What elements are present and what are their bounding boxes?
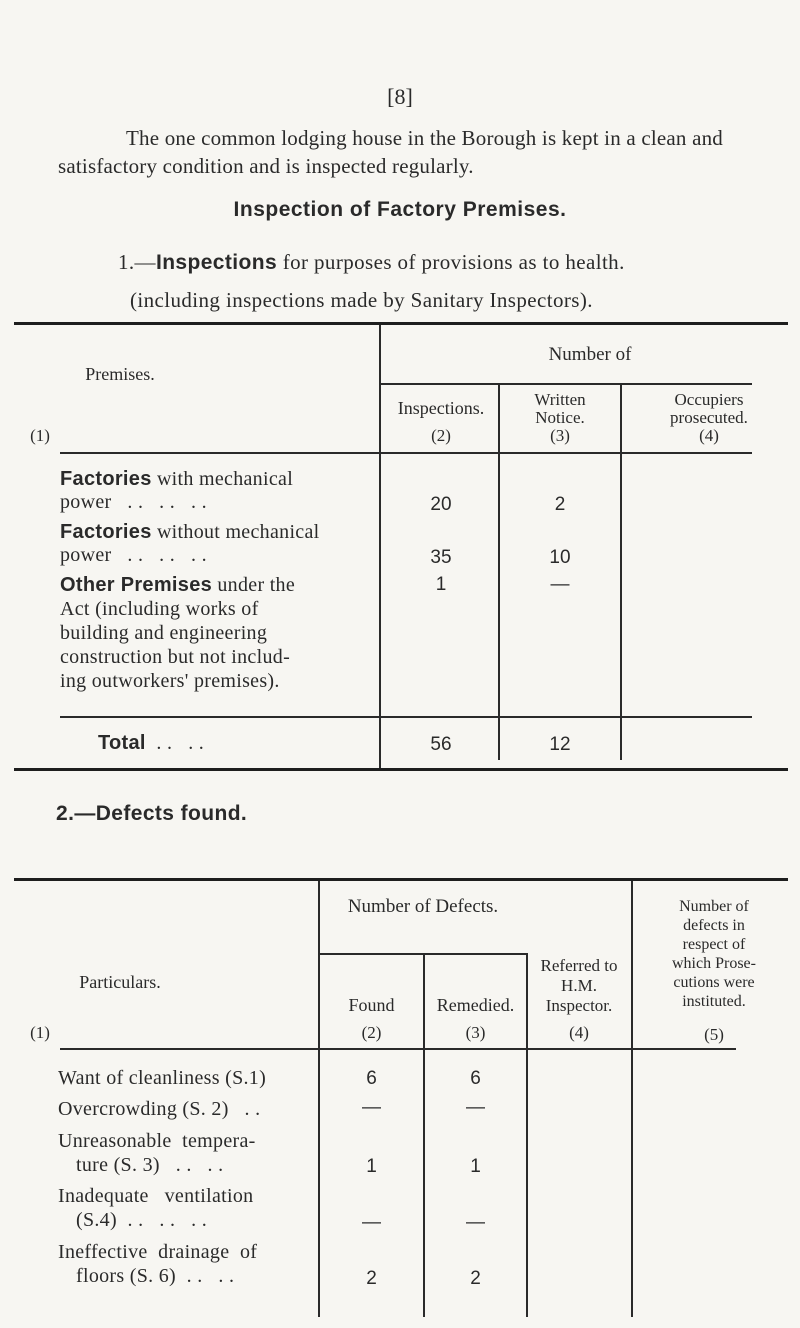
table2-caption: 2.—Defects found. [56, 802, 248, 825]
table2-cell: — [466, 1212, 485, 1233]
table2-row-label: Unreasonable tempera- [58, 1130, 256, 1152]
table2-cell: 1 [366, 1156, 377, 1177]
section-heading: Inspection of Factory Premises. [233, 198, 567, 221]
table1-total-label: Total . . . . [98, 732, 205, 754]
table2-divider [60, 1048, 736, 1050]
table1-divider [380, 383, 752, 385]
table1-row-label: Factories with mechanical [60, 468, 294, 490]
table1-caption-line2: (including inspections made by Sanitary Inspectors). [130, 288, 593, 312]
table1-total-inspections: 56 [430, 734, 452, 755]
table1-col-written: Written [534, 390, 586, 409]
table1-caption [118, 250, 625, 275]
table1-caption-rest: for purposes of provisions as to health. [277, 250, 625, 274]
table1-divider [620, 383, 622, 760]
table1-row-label: ing outworkers' premises). [60, 670, 280, 692]
table1-col-notice: Notice. [535, 408, 585, 427]
table2-row-label: Inadequate ventilation [58, 1185, 254, 1207]
table1-top-rule [14, 322, 788, 325]
table2-cell: 2 [470, 1268, 481, 1289]
table1-cell: 1 [435, 574, 447, 595]
table2-col-inspector: Inspector. [545, 996, 613, 1015]
table2-top-rule [14, 878, 788, 881]
table1-col-index: (4) [699, 426, 719, 445]
table2-row-label: Want of cleanliness (S.1) [58, 1067, 267, 1089]
table2-cell: 6 [470, 1068, 481, 1089]
table1-row-label: power . . . . . . [60, 544, 207, 566]
table1-cell: 2 [554, 494, 566, 515]
table2-col-index: (5) [704, 1025, 724, 1044]
table2-cell: — [466, 1097, 485, 1118]
table2-col-referred: Referred to [540, 956, 618, 975]
table2-row-label: ture (S. 3) . . . . [76, 1154, 224, 1176]
table1-col-premises: Premises. [85, 364, 155, 384]
table1-header-group: Number of [548, 344, 632, 365]
table2-cell: 1 [470, 1156, 481, 1177]
table1-caption-num: 1.— [118, 250, 156, 274]
table2-col-prosecutions: Number of defects in respect of which Prose- cutions were instituted. [672, 898, 756, 1010]
table2-row-label: Ineffective drainage of [58, 1241, 258, 1263]
table2-col-index: (1) [30, 1023, 50, 1042]
table2-col-hm: H.M. [561, 976, 597, 995]
table2-header-group: Number of Defects. [347, 896, 499, 917]
table1-col-index: (2) [431, 426, 451, 445]
table1-row-label: Other Premises under the [60, 574, 296, 596]
table1-cell: 10 [549, 547, 571, 568]
table1-cell: 35 [430, 547, 452, 568]
table1-row-label: power . . . . . . [60, 491, 207, 513]
table1-row-label: building and engineering [60, 622, 268, 644]
table1-row-label: construction but not includ- [60, 646, 291, 668]
table1-col-inspections: Inspections. [397, 398, 485, 418]
table2-cell: — [362, 1097, 381, 1118]
table1-divider [379, 325, 381, 768]
table1-row-label: Factories without mechanical [60, 521, 320, 543]
table2-col-index: (2) [361, 1023, 382, 1042]
table1-col-index: (3) [550, 426, 570, 445]
table1-col-index: (1) [30, 426, 50, 445]
table1-divider [60, 716, 752, 718]
table1-total-notice: 12 [549, 734, 571, 755]
table2-cell: 2 [366, 1268, 377, 1289]
table2-divider [319, 953, 527, 955]
table2-col-index: (3) [465, 1023, 486, 1042]
table1-col-occupiers: Occupiers [674, 390, 744, 409]
table1-cell: — [550, 574, 570, 595]
table1-divider [60, 452, 752, 454]
table2-row-label: floors (S. 6) . . . . [76, 1265, 235, 1287]
table1-row-label: Act (including works of [60, 598, 259, 620]
table2-cell: 6 [366, 1068, 377, 1089]
table2-col-found: Found [348, 995, 395, 1015]
table1-caption-bold: Inspections [155, 251, 278, 274]
table1-col-prosecuted: prosecuted. [670, 408, 748, 427]
table2-col-remedied: Remedied. [436, 995, 515, 1015]
page-number: [8] [387, 84, 413, 109]
table1-bottom-rule [14, 768, 788, 771]
table1-cell: 20 [430, 494, 452, 515]
table2-row-label: (S.4) . . . . . . [76, 1209, 208, 1231]
table2-cell: — [362, 1212, 381, 1233]
table2-col-index: (4) [569, 1023, 589, 1042]
intro-paragraph: The one common lodging house in the Borough is kept in a clean and satisfactory condition and is inspected regularly. [58, 126, 723, 178]
table2-col-particulars: Particulars. [79, 972, 161, 992]
table2-row-label: Overcrowding (S. 2) . . [58, 1098, 261, 1120]
